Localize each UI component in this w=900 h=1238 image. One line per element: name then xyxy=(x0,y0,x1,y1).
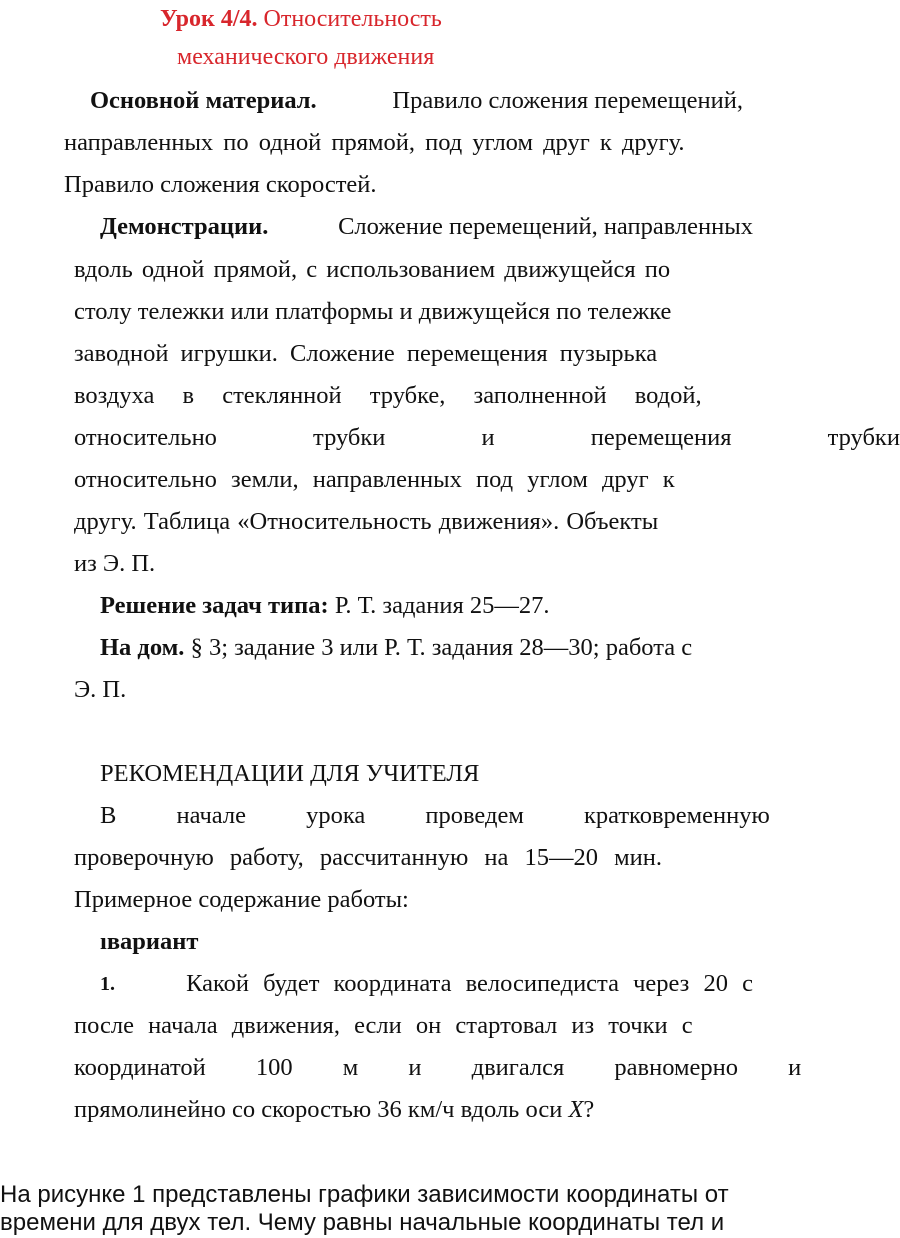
variant-mark: ı xyxy=(100,928,107,955)
recommendations-line1: В начале урока проведем кратковременную xyxy=(100,802,770,829)
variant-label: вариант xyxy=(106,928,199,955)
homework-line1 xyxy=(100,633,692,663)
main-material-text1: Правило сложения перемещений, xyxy=(392,87,743,114)
demos-line3: столу тележки или платформы и движущейся по тележке xyxy=(74,298,672,325)
question1-number: 1. xyxy=(100,973,115,995)
demos-line9: из Э. П. xyxy=(74,550,156,577)
demos-line8: другу. Таблица «Относительность движения». Объекты xyxy=(74,508,659,535)
homework-line2: Э. П. xyxy=(74,676,127,703)
demos-label: Демонстрации. xyxy=(100,213,269,240)
demos-line5: воздуха в стеклянной трубке, заполненной водой, xyxy=(74,382,702,409)
question1-line4 xyxy=(74,1095,594,1125)
main-material-line1 xyxy=(90,86,743,116)
lesson-topic-line1: Относительность xyxy=(263,6,442,32)
demos-text1: Сложение перемещений, направленных xyxy=(338,213,753,240)
question1-text1: Какой будет координата велосипедиста через 20 с xyxy=(186,970,753,997)
main-material-line3: Правило сложения скоростей. xyxy=(64,171,377,198)
main-material-label: Основной материал. xyxy=(90,87,317,114)
demos-line4: заводной игрушки. Сложение перемещения пузырька xyxy=(74,340,658,367)
recommendations-line2: проверочную работу, рассчитанную на 15—20 мин. xyxy=(74,844,663,871)
question1-line3: координатой 100 м и двигался равномерно и xyxy=(74,1054,802,1081)
variant-heading xyxy=(100,927,198,957)
question1-text4: прямолинейно со скоростью 36 км/ч вдоль оси xyxy=(74,1096,563,1123)
footer-line1: На рисунке 1 представлены графики зависимости координаты от xyxy=(0,1181,729,1208)
tasks-label: Решение задач типа: xyxy=(100,592,329,619)
recommendations-line3: Примерное содержание работы: xyxy=(74,886,409,913)
lesson-number: Урок 4/4. xyxy=(160,6,258,32)
demos-line2: вдоль одной прямой, с использованием движущейся по xyxy=(74,256,671,283)
tasks-line xyxy=(100,591,550,621)
axis-variable: X xyxy=(568,1096,584,1123)
homework-text1: § 3; задание 3 или Р. Т. задания 28—30; работа с xyxy=(190,634,693,661)
recommendations-heading: РЕКОМЕНДАЦИИ ДЛЯ УЧИТЕЛЯ xyxy=(100,760,480,787)
main-material-line2: направленных по одной прямой, под углом друг к другу. xyxy=(64,129,685,156)
question-mark: ? xyxy=(583,1096,595,1123)
tasks-text: Р. Т. задания 25—27. xyxy=(334,592,550,619)
footer-line2: времени для двух тел. Чему равны начальные координаты тел и xyxy=(0,1209,725,1236)
question1-line1 xyxy=(100,969,753,999)
lesson-topic-line2: механического движения xyxy=(177,44,435,70)
demos-line7: относительно земли, направленных под углом друг к xyxy=(74,466,675,493)
homework-label: На дом. xyxy=(100,634,185,661)
demos-line6: относительно трубки и перемещения трубки xyxy=(74,424,900,451)
question1-line2: после начала движения, если он стартовал из точки с xyxy=(74,1012,693,1039)
lesson-title xyxy=(160,4,442,34)
demos-line1 xyxy=(100,212,753,242)
